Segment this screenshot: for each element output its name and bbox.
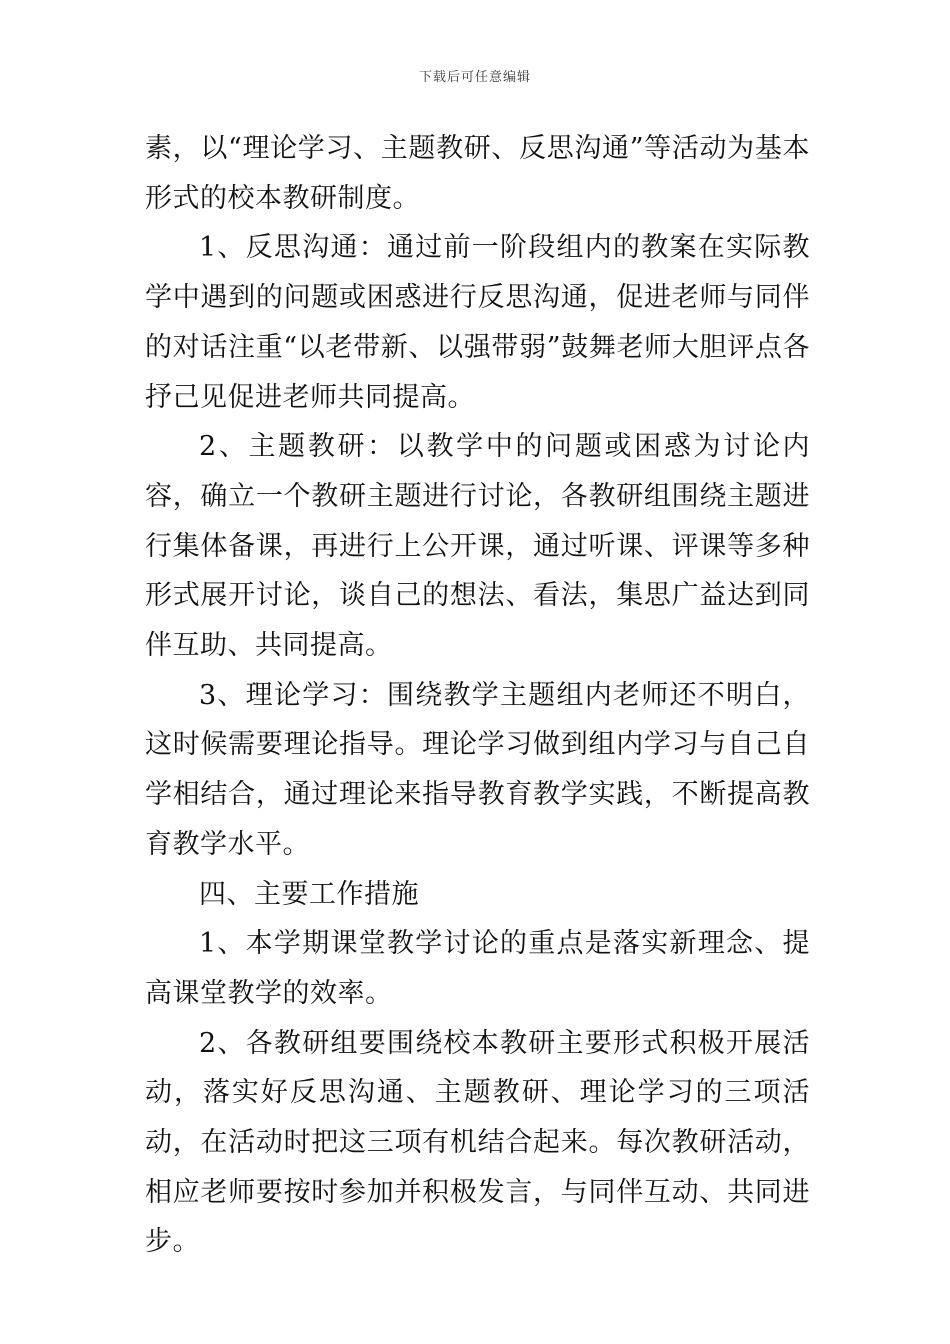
paragraph-reflection-communication: 1、反思沟通：通过前一阶段组内的教案在实际教学中遇到的问题或困惑进行反思沟通，促进老师与同伴的对话注重“以老带新、以强带弱”鼓舞老师大胆评点各抒己见促进老师共同提高。 [145, 232, 810, 413]
paragraph-theme-research: 2、主题教研：以教学中的问题或困惑为讨论内容，确立一个教研主题进行讨论，各教研组围绕主题进行集体备课，再进行上公开课，通过听课、评课等多种形式展开讨论，谈自己的想法、看法，集思广益达到同伴互助、共同提高。 [145, 431, 810, 662]
page-header-note: 下载后可任意编辑 [418, 70, 531, 85]
paragraph-measure-1: 1、本学期课堂教学讨论的重点是落实新理念、提高课堂教学的效率。 [145, 928, 810, 1009]
paragraph-theory-study: 3、理论学习：围绕教学主题组内老师还不明白，这时候需要理论指导。理论学习做到组内学习与自己自学相结合，通过理论来指导教育教学实践，不断提高教育教学水平。 [145, 679, 810, 860]
document-body [145, 124, 810, 1267]
paragraph-measure-2: 2、各教研组要围绕校本教研主要形式积极开展活动，落实好反思沟通、主题教研、理论学习的三项活动，在活动时把这三项有机结合起来。每次教研活动，相应老师要按时参加并积极发言，与同伴互动、共同进步。 [145, 1027, 810, 1258]
paragraph-continuation: 素，以“理论学习、主题教研、反思沟通”等活动为基本形式的校本教研制度。 [145, 133, 810, 214]
section-heading-main-measures: 四、主要工作措施 [199, 878, 419, 910]
